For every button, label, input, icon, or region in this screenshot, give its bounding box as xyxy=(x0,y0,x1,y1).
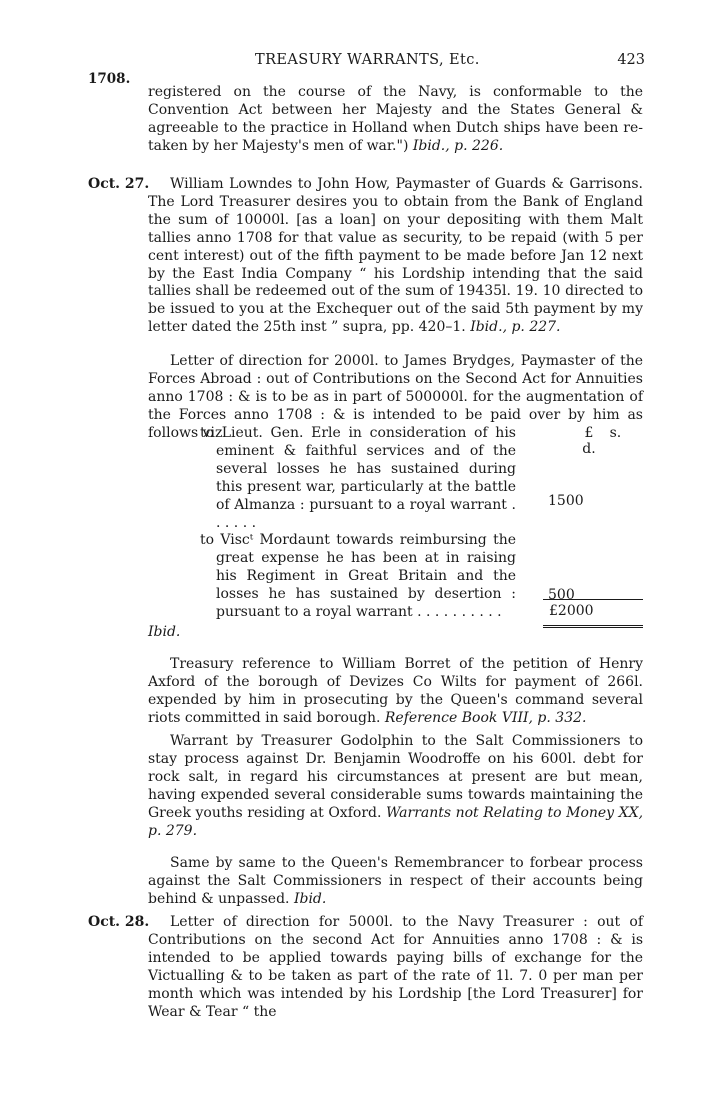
entry-reference: Ibid. xyxy=(293,890,327,907)
entry-borret-reference xyxy=(148,656,643,728)
entry-text: Same by same to the Queen's Remembrancer to forbear process against the Salt Commissioners in respect of their accounts being behind & unpassed. xyxy=(148,855,643,907)
entry-reference: Ibid., p. 227. xyxy=(470,319,561,336)
table-reference: Ibid. xyxy=(148,624,181,640)
entry-text: Treasury reference to William Borret of the petition of Henry Axford of the borough of Devizes Co Wilts for payment of 266l. expended by him in prosecuting by the Queen's command several riots committed in said borough. xyxy=(148,656,643,726)
entry-woodroffe-warrant xyxy=(148,733,643,840)
entry-continuation xyxy=(148,84,643,156)
total-rule xyxy=(543,599,643,600)
entry-text: Letter of direction for 5000l. to the Navy Treasurer : out of Contributions on the second Act for Annuities anno 1708 : & is intended to be applied towards paying bills of exchange for the Victualling & to be taken as part of the rate of 1l. 7. 0 per man per month which was intended by his Lordship [the Lord Treasurer] for Wear & Tear “ the xyxy=(148,914,643,1020)
payment-description: to Viscᵗ Mordaunt towards reimbursing the great expense he has been at in raising his Regiment in Great Britain and the losses he has sustained by desertion : pursuant to a royal warrant . . . . . . . . . . xyxy=(200,532,516,621)
entry-text: Warrant by Treasurer Godolphin to the Salt Commissioners to stay process against Dr. Benjamin Woodroffe on his 600l. debt for rock salt, in regard his circumstances at present are but mean, having expended several considerable sums towards maintaining the Greek youths residing at Oxford. xyxy=(148,733,643,821)
entry-text: Letter of direction for 2000l. to James Brydges, Paymaster of the Forces Abroad : out of Contributions on the Second Act for Annuities anno 1708 : & is to be as in part of 500000l. for the augmentation of the Forces anno 1708 : & is intended to be paid over by him as follows viz xyxy=(148,353,643,441)
margin-date-oct28: Oct. 28. xyxy=(88,914,150,930)
col-pounds: £ xyxy=(584,425,594,441)
payment-amount: 1500 xyxy=(548,493,584,509)
running-head: TREASURY WARRANTS, Etc. xyxy=(255,52,480,68)
page-number: 423 xyxy=(617,52,645,68)
payment-total: £2000 xyxy=(549,603,594,619)
entry-reference: Warrants not Relating to Money XX, p. 279. xyxy=(148,804,644,839)
payment-row xyxy=(200,425,645,532)
entry-text: registered on the course of the Navy, is conformable to the Convention Act between her Majesty and the States General & agreeable to the practice in Holland when Dutch ships have been re-taken by her Majesty's men of war.") xyxy=(148,84,643,154)
entry-reference: Reference Book VIII, p. 332. xyxy=(384,709,587,726)
payment-amount: 500 xyxy=(548,587,575,604)
margin-year: 1708. xyxy=(88,71,131,87)
entry-remembrancer xyxy=(148,855,643,909)
payments-table xyxy=(200,425,645,622)
total-double-rule xyxy=(543,625,643,628)
margin-date-oct27: Oct. 27. xyxy=(88,176,150,192)
col-pence: d. xyxy=(582,441,596,457)
entry-text: William Lowndes to John How, Paymaster of Guards & Garrisons. The Lord Treasurer desires you to obtain from the Bank of England the sum of 10000l. [as a loan] on your depositing with them Malt tallies anno 1708 for that value as security, to be repaid (with 5 per cent interest) out of the fifth payment to be made before Jan 12 next by the East India Company “ his Lordship intending that the said tallies shall be redeemed out of the sum of 19435l. 19. 10 directed to be issued to you at the Exchequer out of the said 5th payment by my letter dated the 25th inst ” supra, pp. 420–1. xyxy=(148,176,643,336)
entry-reference: Ibid., p. 226. xyxy=(412,137,504,154)
entry-lowndes-letter xyxy=(148,176,643,337)
col-shillings: s. xyxy=(609,425,622,441)
entry-navy-letter xyxy=(148,914,643,1021)
payment-description: to Lieut. Gen. Erle in consideration of his eminent & faithful services and of the several losses he has sustained during this present war, particularly at the battle of Almanza : pursuant to a royal warrant . . . . . . xyxy=(200,425,516,531)
